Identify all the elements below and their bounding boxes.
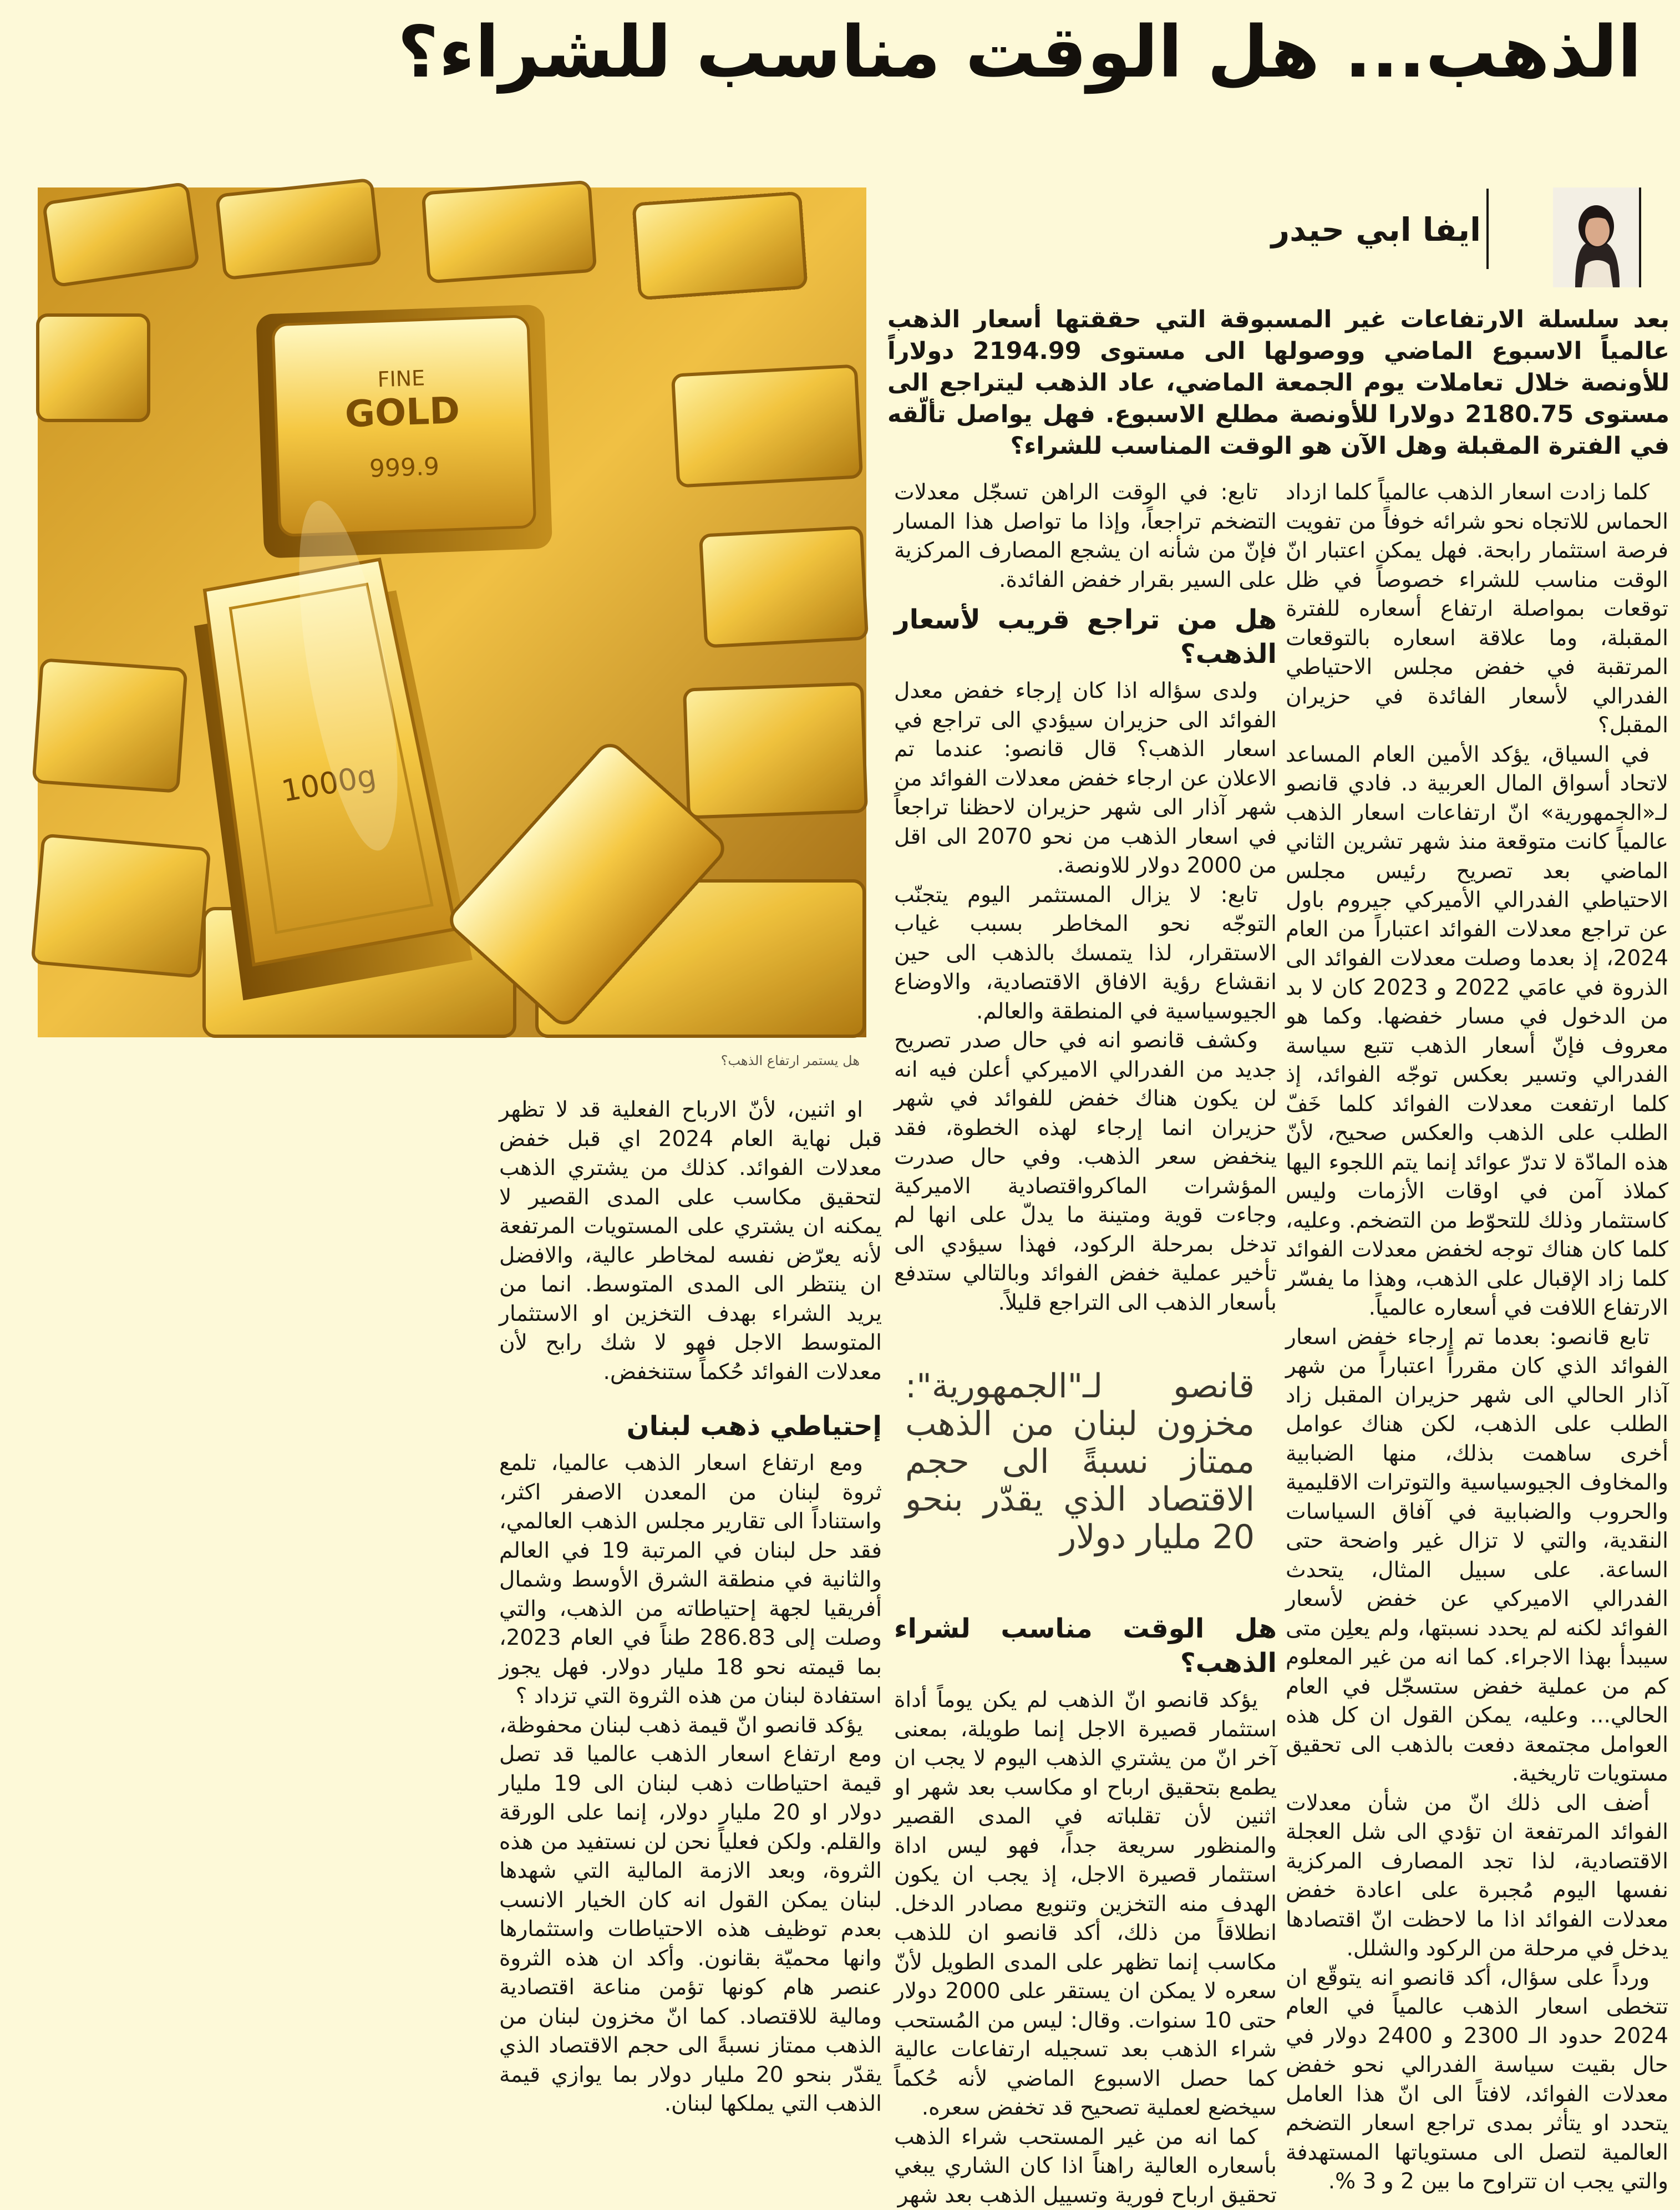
pull-quote: قانصو لـ"الجمهورية": مخزون لبنان من الذهب ممتاز نسبةً الى حجم الاقتصاد الذي يقدّر بنحو 20 مليار دولار — [905, 1367, 1255, 1556]
bar-purity-label: 999.9 — [369, 452, 440, 483]
bar-fine-label: FINE — [377, 366, 425, 392]
subheading-retreat: هل من تراجع قريب لأسعار الذهب؟ — [894, 602, 1277, 671]
col3-reserves-paragraph-1: ومع ارتفاع اسعار الذهب عالميا، تلمع ثروة لبنان من المعدن الاصفر اكثر، واستناداً الى تقارير مجلس الذهب العالمي، فقد حل لبنان في المرتبة 19 في العالم والثانية في منطقة الشرق الأوسط وشمال أفريقيا لجهة إحتياطاته من الذهب، والتي وصلت إلى 286.83 طناً في العام 2023، بما قيمته نحو 18 مليار دولار. فهل يجوز استفادة لبنان من هذه الثروة التي تزداد ؟ — [499, 1449, 882, 1711]
col1-paragraph-2: في السياق، يؤكد الأمين العام المساعد لاتحاد أسواق المال العربية د. فادي قانصو لـ«الجمهورية» انّ ارتفاعات اسعار الذهب عالمياً كانت متوقعة منذ شهر تشرين الثاني الماضي بعد تصريح رئيس مجلس الاحتياطي الفدرالي الأميركي جيروم باول عن تراجع معدلات الفوائد اعتباراً من العام 2024، إذ بعدما وصلت معدلات الفوائد الى الذروة في عامَي 2022 و 2023 كان لا بد من الدخول في مسار خفضها. وكما هو معروف فإنّ أسعار الذهب تتبع سياسة الفدرالي وتسير بعكس توجّه الفوائد، إذ كلما ارتفعت معدلات الفوائد كلما خَفّ الطلب على الذهب والعكس صحيح، لأنّ هذه المادّة لا تدرّ عوائد إنما يتم اللجوء اليها كملاذ آمن في اوقات الأزمات وليس كاستثمار وذلك للتحوّط من التضخم. وعليه، كلما كان هناك توجه لخفض معدلات الفوائد كلما زاد الإقبال على الذهب، وهذا ما يفسّر الارتفاع اللافت في أسعاره عالمياً. — [1286, 741, 1668, 1323]
image-caption: هل يستمر ارتفاع الذهب؟ — [677, 1053, 860, 1068]
col1-paragraph-1: كلما زادت اسعار الذهب عالمياً كلما ازداد الحماس للاتجاه نحو شرائه خوفاً من تفويت فرصة استثمار رابحة. فهل يمكن اعتبار انّ الوقت مناسب للشراء خصوصاً في ظل توقعات بمواصلة ارتفاع أسعاره للفترة المقبلة، وما علاقة اسعاره بالتوقعات المرتقبة في خفض مجلس الاحتياطي الفدرالي لأسعار الفائدة في حزيران المقبل؟ — [1286, 478, 1668, 741]
intro-paragraph: بعد سلسلة الارتفاعات غير المسبوقة التي حققتها أسعار الذهب عالمياً الاسبوع الماضي ووصولها الى مستوى 2194.99 دولاراً للأونصة خلال تعاملات يوم الجمعة الماضي، عاد الذهب ليتراجع الى مستوى 2180.75 دولارا للأونصة مطلع الاسبوع. فهل يواصل تألّقه في الفترة المقبلة وهل الآن هو الوقت المناسب للشراء؟ — [887, 304, 1669, 451]
subheading-reserves: إحتياطي ذهب لبنان — [499, 1409, 882, 1443]
col1-paragraph-5: ورداً على سؤال، أكد قانصو انه يتوقّع ان تتخطى اسعار الذهب عالمياً في العام 2024 حدود الـ 2300 و 2400 دولار في حال بقيت سياسة الفدرالي نحو خفض معدلات الفوائد، لافتاً الى انّ هذا العامل يتحدد او يتأثر بمدى تراجع اسعار التضخم العالمية لتصل الى مستوياتها المستهدفة والتي يجب ان تتراوح ما بين 2 و 3 %. — [1286, 1964, 1668, 2197]
author-photo — [1553, 187, 1641, 287]
author-name: ايفا ابي حيدر — [1303, 211, 1481, 249]
col2-retreat-paragraph-1: ولدى سؤاله اذا كان إرجاء خفض معدل الفوائد الى حزيران سيؤدي الى تراجع في اسعار الذهب؟ قال قانصو: عندما تم الاعلان عن ارجاء خفض معدلات الفوائد من شهر آذار الى شهر حزيران لاحظنا تراجعاً في اسعار الذهب من نحو 2070 الى اقل من 2000 دولار للاونصة. — [894, 677, 1277, 881]
author-divider — [1486, 189, 1489, 269]
col2-right-time-paragraph-2: كما انه من غير المستحب شراء الذهب بأسعاره العالية راهناً اذا كان الشاري يبغي تحقيق ارباح فورية وتسييل الذهب بعد شهر — [894, 2123, 1277, 2210]
bar-gold-label: GOLD — [344, 389, 461, 435]
col2-paragraph-top: تابع: في الوقت الراهن تسجّل معدلات التضخم تراجعاً، وإذا ما تواصل هذا المسار فإنّ من شأنه ان يشجع المصارف المركزية على السير بقرار خفض الفائدة. — [894, 478, 1277, 595]
col1-paragraph-4: أضف الى ذلك انّ من شأن معدلات الفوائد المرتفعة ان تؤدي الى شل العجلة الاقتصادية، لذا تجد المصارف المركزية نفسها اليوم مُجبرة على اعادة خفض معدلات الفوائد اذا ما لاحظت انّ اقتصادها يدخل في مرحلة من الركود والشلل. — [1286, 1789, 1668, 1964]
col2-retreat-paragraph-2: تابع: لا يزال المستثمر اليوم يتجنّب التوجّه نحو المخاطر بسبب غياب الاستقرار، لذا يتمسك بالذهب الى حين انقشاع رؤية الافاق الاقتصادية، والاوضاع الجيوسياسية في المنطقة والعالم. — [894, 881, 1277, 1027]
column-3 — [499, 1096, 882, 2064]
gold-bars-photo — [38, 187, 866, 1037]
bar-weight-label: 1000g — [279, 758, 379, 809]
col3-paragraph-top: او اثنين، لأنّ الارباح الفعلية قد لا تظهر قبل نهاية العام 2024 اي قبل خفض معدلات الفوائد. كذلك من يشتري الذهب لتحقيق مكاسب على المدى القصير لا يمكنه ان يشتري على المستويات المرتفعة لأنه يعرّض نفسه لمخاطر عالية، والافضل ان ينتظر الى المدى المتوسط. انما من يريد الشراء بهدف التخزين او الاستثمار المتوسط الاجل فهو لا شك رابح لأن معدلات الفوائد حُكماً ستنخفض. — [499, 1096, 882, 1387]
col1-paragraph-3: تابع قانصو: بعدما تم إرجاء خفض اسعار الفوائد الذي كان مقرراً اعتباراً من شهر آذار الحالي الى شهر حزيران المقبل زاد الطلب على الذهب، لكن هناك عوامل أخرى ساهمت بذلك، منها الضبابية والمخاوف الجيوسياسية والتوترات الاقليمية والحروب والضبابية في آفاق السياسات النقدية، والتي لا تزال غير واضحة حتى الساعة. على سبيل المثال، يتحدث الفدرالي الاميركي عن خفض لأسعار الفوائد لكنه لم يحدد نسبتها، ولم يعلِن متى سيبدأ بهذا الاجراء. كما انه من غير المعلوم كم من عملية خفض ستسجّل في العام الحالي... وعليه، يمكن القول ان كل هذه العوامل مجتمعة دفعت بالذهب الى تحقيق مستويات تاريخية. — [1286, 1323, 1668, 1789]
column-1 — [1286, 478, 1668, 2065]
col2-retreat-paragraph-3: وكشف قانصو انه في حال صدر تصريح جديد من الفدرالي الاميركي أعلن فيه انه لن يكون هناك خفض للفوائد في شهر حزيران انما إرجاء لهذه الخطوة، فقد ينخفض سعر الذهب. وفي حال صدرت المؤشرات الماكرواقتصادية الاميركية وجاءت قوية ومتينة ما يدلّ على انها لم تدخل بمرحلة الركود، فهذا سيؤدي الى تأخير عملية خفض الفوائد وبالتالي ستدفع بأسعار الذهب الى التراجع قليلاً. — [894, 1026, 1277, 1317]
col2-right-time-paragraph-1: يؤكد قانصو انّ الذهب لم يكن يوماً أداة استثمار قصيرة الاجل إنما طويلة، بمعنى آخر انّ من يشتري الذهب اليوم لا يجب ان يطمع بتحقيق ارباح او مكاسب بعد شهر او اثنين لأن تقلباته في المدى القصير والمنظور سريعة جداً، فهو ليس اداة استثمار قصيرة الاجل، إذ يجب ان يكون الهدف منه التخزين وتنويع مصادر الدخل. انطلاقاً من ذلك، أكد قانصو ان للذهب مكاسب إنما تظهر على المدى الطويل لأنّ سعره لا يمكن ان يستقر على 2000 دولار حتى 10 سنوات. وقال: ليس من المُستحب شراء الذهب بعد تسجيله ارتفاعات عالية كما حصل الاسبوع الماضي لأنه حُكماً سيخضع لعملية تصحيح قد تخفض سعره. — [894, 1686, 1277, 2123]
column-2 — [894, 478, 1277, 2065]
col3-reserves-paragraph-2: يؤكد قانصو انّ قيمة ذهب لبنان محفوظة، ومع ارتفاع اسعار الذهب عالميا قد تصل قيمة احتياطات ذهب لبنان الى 19 مليار دولار او 20 مليار دولار، إنما على الورقة والقلم. ولكن فعلياً نحن لن نستفيد من هذه الثروة، وبعد الازمة المالية التي شهدها لبنان يمكن القول انه كان الخيار الانسب بعدم توظيف هذه الاحتياطات واستثمارها وانها محميّة بقانون. وأكد ان هذه الثروة عنصر هام كونها تؤمن مناعة اقتصادية ومالية للاقتصاد. كما انّ مخزون لبنان من الذهب ممتاز نسبةً الى حجم الاقتصاد الذي يقدّر بنحو 20 مليار دولار بما يوازي قيمة الذهب التي يملكها لبنان. — [499, 1711, 882, 2119]
headline: الذهب... هل الوقت مناسب للشراء؟ — [50, 6, 1642, 111]
subheading-right-time: هل الوقت مناسب لشراء الذهب؟ — [894, 1611, 1277, 1680]
